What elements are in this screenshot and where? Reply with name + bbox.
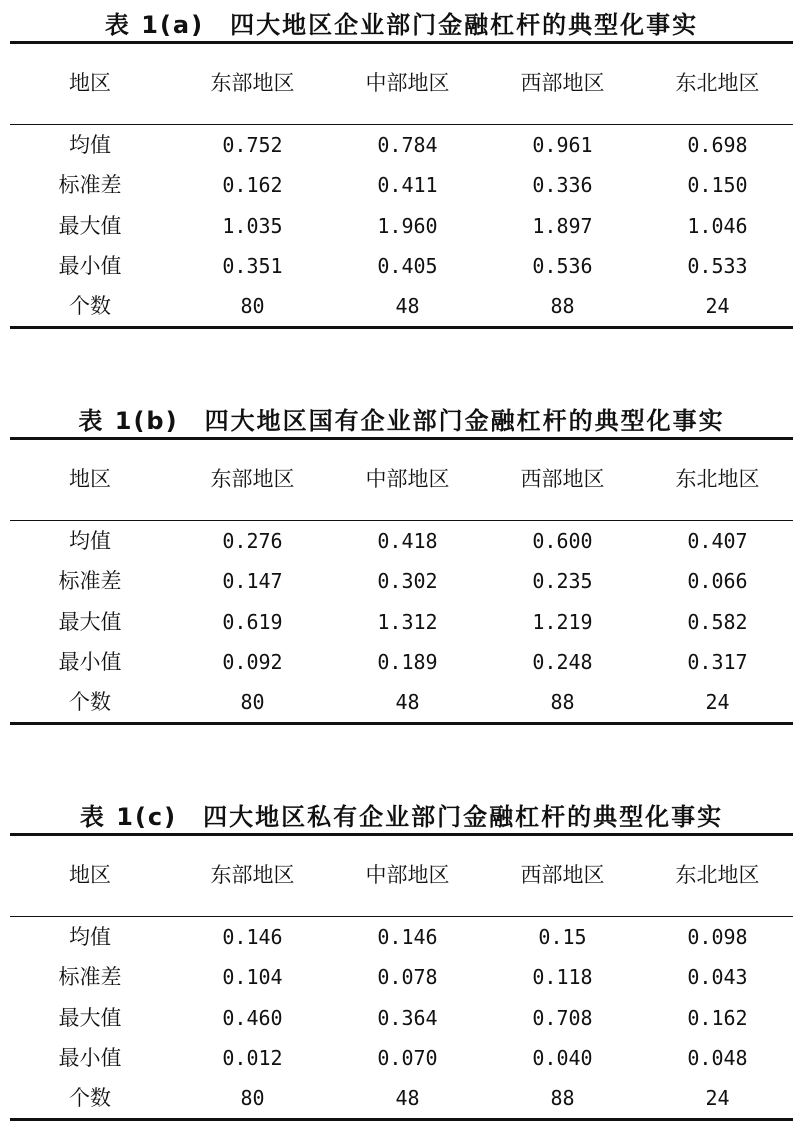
header-cell: 西部地区 (520, 863, 605, 887)
row-label: 个数 (69, 294, 111, 318)
header-cell: 西部地区 (520, 467, 605, 491)
data-cell: 0.043 (687, 965, 748, 989)
data-cell: 0.961 (532, 133, 593, 157)
data-cell: 0.048 (687, 1046, 748, 1070)
data-cell: 0.407 (687, 529, 748, 553)
data-cell: 0.147 (222, 569, 283, 593)
data-cell: 0.092 (222, 650, 283, 674)
table-row (10, 125, 793, 165)
data-cell: 0.162 (687, 1006, 748, 1030)
row-label: 个数 (69, 690, 111, 714)
data-cell: 1.219 (532, 610, 593, 634)
table-code: 表 1(b) (78, 407, 179, 435)
table-row (10, 286, 793, 326)
table-row (10, 917, 793, 957)
data-cell: 48 (395, 690, 420, 714)
data-cell: 0.040 (532, 1046, 593, 1070)
data-cell: 0.698 (687, 133, 748, 157)
data-cell: 0.752 (222, 133, 283, 157)
data-cell: 88 (550, 690, 575, 714)
data-cell: 0.066 (687, 569, 748, 593)
data-cell: 0.582 (687, 610, 748, 634)
data-cell: 0.619 (222, 610, 283, 634)
row-label: 最小值 (58, 254, 122, 278)
row-label: 最大值 (58, 1006, 122, 1030)
table-caption (10, 5, 793, 40)
data-cell: 0.600 (532, 529, 593, 553)
data-cell: 48 (395, 1086, 420, 1110)
data-cell: 0.235 (532, 569, 593, 593)
header-cell: 中部地区 (365, 467, 450, 491)
table-row (10, 682, 793, 722)
header-cell: 中部地区 (365, 863, 450, 887)
data-cell: 0.411 (377, 173, 438, 197)
data-cell: 0.012 (222, 1046, 283, 1070)
table-row (10, 642, 793, 682)
data-cell: 0.405 (377, 254, 438, 278)
table-row (10, 521, 793, 561)
row-label: 均值 (69, 529, 111, 553)
row-label: 最大值 (58, 610, 122, 634)
data-cell: 0.351 (222, 254, 283, 278)
data-cell: 0.189 (377, 650, 438, 674)
header-cell: 东北地区 (675, 71, 760, 95)
data-cell: 24 (705, 294, 730, 318)
table-title: 四大地区企业部门金融杠杆的典型化事实 (230, 11, 699, 39)
data-cell: 0.708 (532, 1006, 593, 1030)
header-cell: 东北地区 (675, 863, 760, 887)
data-cell: 0.104 (222, 965, 283, 989)
table-row (10, 1038, 793, 1078)
data-cell: 80 (240, 294, 265, 318)
data-cell: 1.960 (377, 214, 438, 238)
data-cell: 1.046 (687, 214, 748, 238)
data-cell: 0.248 (532, 650, 593, 674)
top-rule (10, 41, 793, 44)
data-cell: 0.784 (377, 133, 438, 157)
bottom-rule (10, 1118, 793, 1121)
header-cell: 中部地区 (365, 71, 450, 95)
data-cell: 0.150 (687, 173, 748, 197)
data-cell: 0.15 (538, 925, 587, 949)
data-cell: 1.312 (377, 610, 438, 634)
data-cell: 0.302 (377, 569, 438, 593)
table-caption (10, 797, 793, 832)
data-cell: 0.418 (377, 529, 438, 553)
row-label: 最小值 (58, 1046, 122, 1070)
header-cell: 地区 (69, 71, 111, 95)
header-row (10, 63, 793, 103)
table-row (10, 165, 793, 205)
data-cell: 0.533 (687, 254, 748, 278)
data-cell: 0.146 (377, 925, 438, 949)
data-cell: 24 (705, 1086, 730, 1110)
row-label: 最大值 (58, 214, 122, 238)
data-cell: 0.536 (532, 254, 593, 278)
row-label: 均值 (69, 925, 111, 949)
data-cell: 24 (705, 690, 730, 714)
table-code: 表 1(a) (104, 11, 205, 39)
header-cell: 东部地区 (210, 467, 295, 491)
header-row (10, 459, 793, 499)
top-rule (10, 437, 793, 440)
data-cell: 0.070 (377, 1046, 438, 1070)
top-rule (10, 833, 793, 836)
bottom-rule (10, 326, 793, 329)
table-row (10, 602, 793, 642)
data-cell: 88 (550, 1086, 575, 1110)
header-cell: 东北地区 (675, 467, 760, 491)
table-row (10, 246, 793, 286)
row-label: 标准差 (58, 965, 122, 989)
data-cell: 0.078 (377, 965, 438, 989)
bottom-rule (10, 722, 793, 725)
row-label: 最小值 (58, 650, 122, 674)
header-cell: 地区 (69, 467, 111, 491)
data-cell: 88 (550, 294, 575, 318)
row-label: 个数 (69, 1086, 111, 1110)
data-cell: 48 (395, 294, 420, 318)
table-title: 四大地区国有企业部门金融杠杆的典型化事实 (204, 407, 725, 435)
row-label: 均值 (69, 133, 111, 157)
data-cell: 0.336 (532, 173, 593, 197)
table-row (10, 998, 793, 1038)
header-cell: 东部地区 (210, 863, 295, 887)
data-cell: 0.317 (687, 650, 748, 674)
data-cell: 1.897 (532, 214, 593, 238)
data-cell: 80 (240, 1086, 265, 1110)
data-cell: 0.364 (377, 1006, 438, 1030)
data-cell: 0.276 (222, 529, 283, 553)
row-label: 标准差 (58, 173, 122, 197)
data-cell: 80 (240, 690, 265, 714)
table-row (10, 957, 793, 997)
data-cell: 0.162 (222, 173, 283, 197)
header-cell: 东部地区 (210, 71, 295, 95)
data-cell: 1.035 (222, 214, 283, 238)
table-row (10, 206, 793, 246)
table-caption (10, 401, 793, 436)
table-title: 四大地区私有企业部门金融杠杆的典型化事实 (203, 803, 724, 831)
table-row (10, 1078, 793, 1118)
header-cell: 西部地区 (520, 71, 605, 95)
data-cell: 0.146 (222, 925, 283, 949)
table-code: 表 1(c) (79, 803, 178, 831)
data-cell: 0.118 (532, 965, 593, 989)
table-row (10, 561, 793, 601)
data-cell: 0.098 (687, 925, 748, 949)
row-label: 标准差 (58, 569, 122, 593)
data-cell: 0.460 (222, 1006, 283, 1030)
header-cell: 地区 (69, 863, 111, 887)
header-row (10, 855, 793, 895)
